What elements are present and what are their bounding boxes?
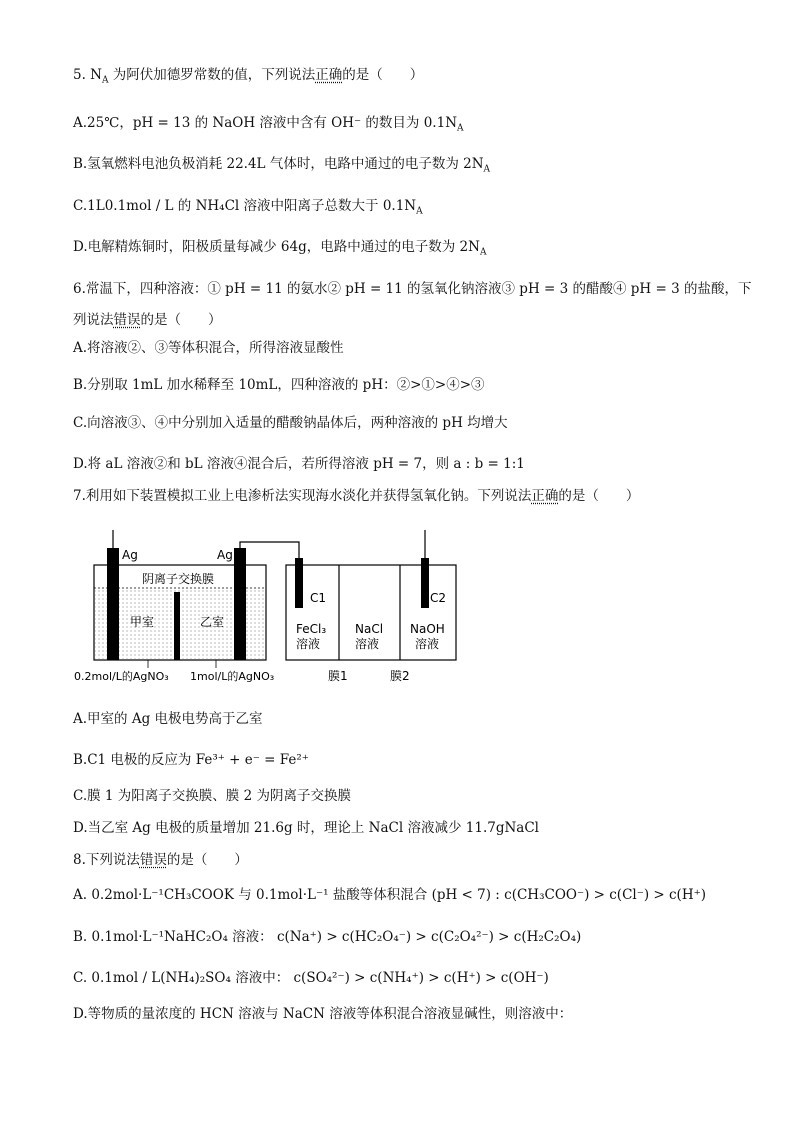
q8-option-d: D.等物质的量浓度的 HCN 溶液与 NaCN 溶液等体积混合溶液显碱性，则溶液中： bbox=[73, 1006, 573, 1022]
outer-wire bbox=[113, 530, 425, 570]
q7-option-a: A.甲室的 Ag 电极电势高于乙室 bbox=[73, 711, 263, 727]
q6-option-a: A.将溶液②、③等体积混合，所得溶液显酸性 bbox=[73, 340, 344, 356]
q5-stem-sub: A bbox=[101, 75, 109, 86]
ag-left-label: Ag bbox=[122, 548, 138, 562]
fecl3-solution-label: 溶液 bbox=[296, 637, 321, 651]
q5-option-c-sub: A bbox=[416, 206, 423, 217]
q5-stem-a: 5. N bbox=[73, 67, 102, 83]
q6-option-c: C.向溶液③、④中分别加入适量的醋酸钠晶体后，两种溶液的 pH 均增大 bbox=[73, 415, 508, 431]
room-right-label: 乙室 bbox=[200, 615, 225, 629]
q5-option-b bbox=[73, 155, 490, 179]
membrane-2-label: 膜2 bbox=[390, 669, 410, 683]
q6-stem-emphasis: 错误 bbox=[113, 312, 141, 328]
c2-label: C2 bbox=[430, 591, 447, 605]
q5-option-d-sub: A bbox=[479, 247, 487, 258]
q8-stem-b: 的是（ ） bbox=[166, 852, 248, 868]
electrodialysis-apparatus-diagram bbox=[70, 530, 470, 690]
anion-exchange-membrane bbox=[174, 592, 180, 660]
nacl-label: NaCl bbox=[355, 622, 384, 636]
q6-option-b: B.分别取 1mL 加水稀释至 10mL，四种溶液的 pH：②>①>④>③ bbox=[73, 377, 485, 393]
q6-stem-line2 bbox=[73, 311, 222, 329]
fecl3-label: FeCl₃ bbox=[296, 622, 327, 636]
q7-stem-a: 7.利用如下装置模拟工业上电渗析法实现海水淡化并获得氢氧化钠。下列说法 bbox=[73, 488, 532, 504]
membrane-label: 阴离子交换膜 bbox=[142, 572, 215, 586]
q8-stem bbox=[73, 851, 248, 869]
q7-stem-b: 的是（ ） bbox=[558, 488, 640, 504]
q6-stem-line1: 6.常温下，四种溶液：① pH = 11 的氨水② pH = 11 的氢氧化钠溶液③ pH = 3 的醋酸④ pH = 3 的盐酸，下 bbox=[73, 281, 752, 297]
naoh-solution-label: 溶液 bbox=[415, 637, 440, 651]
q5-stem bbox=[73, 66, 423, 90]
nacl-solution-label: 溶液 bbox=[355, 637, 380, 651]
q5-stem-b: 为阿伏加德罗常数的值，下列说法 bbox=[108, 67, 316, 83]
c1-electrode bbox=[295, 558, 303, 608]
q5-stem-c: 的是（ ） bbox=[342, 67, 424, 83]
q7-option-b: B.C1 电极的反应为 Fe³⁺ + e⁻ = Fe²⁺ bbox=[73, 752, 309, 768]
q7-stem-emphasis: 正确 bbox=[531, 488, 559, 504]
q5-stem-emphasis: 正确 bbox=[315, 67, 343, 83]
q8-option-b: B. 0.1mol·L⁻¹NaHC₂O₄ 溶液： c(Na⁺) > c(HC₂O₄⁻) > c(C₂O₄²⁻) > c(H₂C₂O₄) bbox=[73, 929, 582, 945]
right-solution-label: 1mol/L的AgNO₃ bbox=[190, 670, 275, 683]
room-left-label: 甲室 bbox=[130, 615, 155, 629]
q5-option-a-sub: A bbox=[457, 123, 464, 134]
q6-option-d: D.将 aL 溶液②和 bL 溶液④混合后，若所得溶液 pH = 7，则 a : b = 1:1 bbox=[73, 456, 525, 472]
q5-option-a-text: A.25℃，pH = 13 的 NaOH 溶液中含有 OH⁻ 的数目为 0.1N bbox=[73, 115, 458, 131]
q8-stem-a: 8.下列说法 bbox=[73, 852, 140, 868]
ag-electrode-left bbox=[107, 548, 119, 660]
q6-stem-a: 列说法 bbox=[73, 312, 114, 328]
membrane-1-label: 膜1 bbox=[328, 669, 348, 683]
q8-stem-emphasis: 错误 bbox=[139, 852, 167, 868]
q5-option-d-text: D.电解精炼铜时，阳极质量每减少 64g，电路中通过的电子数为 2N bbox=[73, 239, 480, 255]
q7-option-d: D.当乙室 Ag 电极的质量增加 21.6g 时，理论上 NaCl 溶液减少 11.7gNaCl bbox=[73, 820, 539, 836]
c1-label: C1 bbox=[310, 591, 327, 605]
naoh-label: NaOH bbox=[410, 622, 445, 636]
q5-option-a bbox=[73, 114, 464, 138]
q5-option-d bbox=[73, 238, 486, 262]
q5-option-b-text: B.氢氧燃料电池负极消耗 22.4L 气体时，电路中通过的电子数为 2N bbox=[73, 156, 484, 172]
q5-option-c-text: C.1L0.1mol / L 的 NH₄Cl 溶液中阳离子总数大于 0.1N bbox=[73, 198, 417, 214]
q7-stem bbox=[73, 487, 639, 505]
ag-right-label: Ag bbox=[217, 548, 233, 562]
c2-electrode bbox=[421, 558, 429, 608]
q5-option-c bbox=[73, 197, 423, 221]
q6-stem-b: 的是（ ） bbox=[140, 312, 222, 328]
q8-option-a: A. 0.2mol·L⁻¹CH₃COOK 与 0.1mol·L⁻¹ 盐酸等体积混合 (pH < 7) : c(CH₃COO⁻) > c(Cl⁻) > c(H⁺) bbox=[73, 887, 706, 903]
q8-option-c: C. 0.1mol / L(NH₄)₂SO₄ 溶液中： c(SO₄²⁻) > c(NH₄⁺) > c(H⁺) > c(OH⁻) bbox=[73, 970, 549, 986]
q7-option-c: C.膜 1 为阳离子交换膜、膜 2 为阴离子交换膜 bbox=[73, 788, 351, 804]
left-solution-label: 0.2mol/L的AgNO₃ bbox=[74, 670, 169, 683]
ag-electrode-right bbox=[234, 548, 246, 660]
q5-option-b-sub: A bbox=[483, 164, 491, 175]
